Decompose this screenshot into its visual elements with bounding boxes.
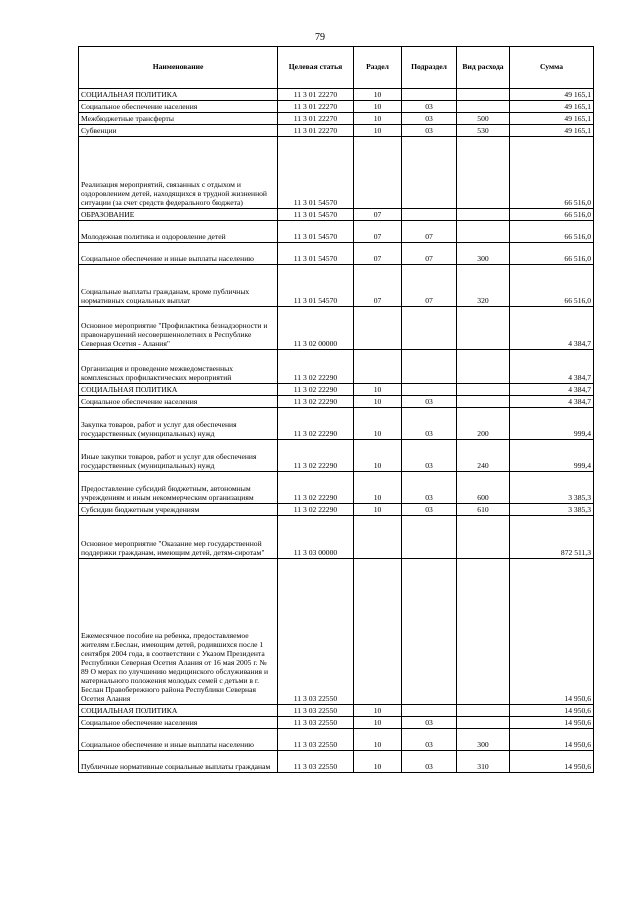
row-name: Организация и проведение межведомственных комплексных профилактических мероприятий [79,350,278,384]
row-section: 10 [354,751,402,773]
row-section [354,350,402,384]
row-expense-type: 200 [457,408,510,440]
row-expense-type [457,137,510,209]
row-section: 10 [354,408,402,440]
row-target-code: 11 3 03 22550 [278,705,354,717]
row-subsection [402,307,457,350]
row-subsection [402,209,457,221]
row-sum: 872 511,3 [510,516,594,559]
row-target-code: 11 3 02 22290 [278,350,354,384]
row-expense-type: 320 [457,265,510,307]
row-target-code: 11 3 03 22550 [278,751,354,773]
row-subsection [402,137,457,209]
row-sum: 66 516,0 [510,137,594,209]
row-name: СОЦИАЛЬНАЯ ПОЛИТИКА [79,384,278,396]
row-expense-type: 610 [457,504,510,516]
row-name: Социальное обеспечение населения [79,101,278,113]
table-row [79,751,594,773]
row-name: Основное мероприятие "Оказание мер государственной поддержки гражданам, имеющим детей, детям-сиротам" [79,516,278,559]
table-row [79,209,594,221]
table-header-row [79,47,594,89]
row-name: Иные закупки товаров, работ и услуг для обеспечения государственных (муниципальных) нужд [79,440,278,472]
row-subsection [402,705,457,717]
row-expense-type [457,221,510,243]
row-subsection: 07 [402,221,457,243]
row-sum: 14 950,6 [510,717,594,729]
row-expense-type [457,396,510,408]
row-expense-type: 300 [457,729,510,751]
header-section: Раздел [354,47,402,89]
table-row [79,221,594,243]
row-target-code: 11 3 02 22290 [278,440,354,472]
row-subsection: 03 [402,101,457,113]
row-sum: 4 384,7 [510,307,594,350]
row-expense-type [457,516,510,559]
row-sum: 49 165,1 [510,101,594,113]
row-expense-type [457,101,510,113]
row-target-code: 11 3 01 54570 [278,265,354,307]
row-target-code: 11 3 01 22270 [278,125,354,137]
row-name: СОЦИАЛЬНАЯ ПОЛИТИКА [79,705,278,717]
row-sum: 66 516,0 [510,243,594,265]
row-name: Социальное обеспечение населения [79,396,278,408]
table-row [79,384,594,396]
table-row [79,89,594,101]
row-target-code: 11 3 02 00000 [278,307,354,350]
page-number: 79 [315,32,325,43]
row-section: 10 [354,396,402,408]
table-row [79,265,594,307]
row-expense-type [457,384,510,396]
row-subsection: 03 [402,504,457,516]
row-sum: 49 165,1 [510,113,594,125]
row-name: Предоставление субсидий бюджетным, автономным учреждениям и иным некоммерческим организациям [79,472,278,504]
row-sum: 66 516,0 [510,221,594,243]
header-expense-type: Вид расхода [457,47,510,89]
row-target-code: 11 3 03 00000 [278,516,354,559]
row-name: Публичные нормативные социальные выплаты гражданам [79,751,278,773]
table-row [79,717,594,729]
row-target-code: 11 3 01 54570 [278,221,354,243]
row-expense-type [457,350,510,384]
row-section: 10 [354,440,402,472]
row-section: 10 [354,384,402,396]
table-row [79,396,594,408]
header-sum: Сумма [510,47,594,89]
row-target-code: 11 3 02 22290 [278,396,354,408]
row-section [354,516,402,559]
row-subsection: 03 [402,440,457,472]
row-subsection [402,89,457,101]
row-section [354,559,402,705]
row-expense-type [457,307,510,350]
row-name: Социальное обеспечение и иные выплаты населению [79,729,278,751]
row-name: Реализация мероприятий, связанных с отдыхом и оздоровлением детей, находящихся в трудной жизненной ситуации (за счет средств федерального бюджета) [79,137,278,209]
row-target-code: 11 3 02 22290 [278,408,354,440]
row-sum: 4 384,7 [510,350,594,384]
table-row [79,307,594,350]
table-row [79,472,594,504]
row-subsection [402,384,457,396]
row-section: 07 [354,221,402,243]
row-sum: 14 950,6 [510,751,594,773]
row-sum: 66 516,0 [510,209,594,221]
row-sum: 4 384,7 [510,384,594,396]
row-target-code: 11 3 01 54570 [278,243,354,265]
row-expense-type [457,559,510,705]
row-subsection: 03 [402,408,457,440]
row-section: 10 [354,113,402,125]
row-subsection: 03 [402,717,457,729]
row-name: Субсидии бюджетным учреждениям [79,504,278,516]
row-target-code: 11 3 01 22270 [278,101,354,113]
table-row [79,729,594,751]
row-expense-type: 310 [457,751,510,773]
row-section: 07 [354,209,402,221]
row-target-code: 11 3 02 22290 [278,384,354,396]
row-section [354,137,402,209]
row-expense-type: 240 [457,440,510,472]
row-name: Социальные выплаты гражданам, кроме публичных нормативных социальных выплат [79,265,278,307]
row-section: 10 [354,101,402,113]
header-name: Наименование [79,47,278,89]
row-section: 10 [354,717,402,729]
row-subsection [402,350,457,384]
row-subsection: 07 [402,265,457,307]
row-sum: 3 385,3 [510,472,594,504]
row-expense-type: 500 [457,113,510,125]
row-expense-type: 530 [457,125,510,137]
row-expense-type [457,209,510,221]
row-target-code: 11 3 03 22550 [278,559,354,705]
row-subsection [402,559,457,705]
table-row [79,137,594,209]
row-subsection: 03 [402,729,457,751]
row-section: 10 [354,89,402,101]
table-row [79,243,594,265]
row-subsection [402,516,457,559]
row-section: 10 [354,472,402,504]
row-target-code: 11 3 01 22270 [278,113,354,125]
header-code: Целевая статья [278,47,354,89]
row-subsection: 03 [402,472,457,504]
table-row [79,440,594,472]
row-name: Социальное обеспечение и иные выплаты населению [79,243,278,265]
row-section [354,307,402,350]
row-name: ОБРАЗОВАНИЕ [79,209,278,221]
row-expense-type: 300 [457,243,510,265]
table-row [79,408,594,440]
row-sum: 4 384,7 [510,396,594,408]
table-row [79,101,594,113]
row-target-code: 11 3 03 22550 [278,717,354,729]
row-sum: 999,4 [510,408,594,440]
row-subsection: 03 [402,125,457,137]
row-expense-type [457,717,510,729]
row-target-code: 11 3 01 54570 [278,209,354,221]
row-sum: 999,4 [510,440,594,472]
row-name: Социальное обеспечение населения [79,717,278,729]
table-row [79,516,594,559]
row-name: Субвенции [79,125,278,137]
row-sum: 3 385,3 [510,504,594,516]
row-target-code: 11 3 01 54570 [278,137,354,209]
row-target-code: 11 3 01 22270 [278,89,354,101]
row-section: 10 [354,729,402,751]
row-section: 10 [354,125,402,137]
row-subsection: 03 [402,396,457,408]
row-sum: 66 516,0 [510,265,594,307]
row-subsection: 07 [402,243,457,265]
row-name: Молодежная политика и оздоровление детей [79,221,278,243]
row-name: СОЦИАЛЬНАЯ ПОЛИТИКА [79,89,278,101]
row-name: Закупка товаров, работ и услуг для обеспечения государственных (муниципальных) нужд [79,408,278,440]
row-target-code: 11 3 02 22290 [278,504,354,516]
row-sum: 14 950,6 [510,705,594,717]
row-subsection: 03 [402,751,457,773]
row-section: 10 [354,705,402,717]
row-expense-type [457,89,510,101]
row-section: 07 [354,243,402,265]
row-subsection: 03 [402,113,457,125]
table-row [79,350,594,384]
table-row [79,559,594,705]
row-sum: 49 165,1 [510,89,594,101]
row-target-code: 11 3 02 22290 [278,472,354,504]
table-row [79,113,594,125]
row-section: 07 [354,265,402,307]
table-row [79,705,594,717]
table-row [79,504,594,516]
row-sum: 14 950,6 [510,559,594,705]
row-expense-type: 600 [457,472,510,504]
row-sum: 49 165,1 [510,125,594,137]
header-subsection: Подраздел [402,47,457,89]
row-target-code: 11 3 03 22550 [278,729,354,751]
row-name: Ежемесячное пособие на ребенка, предоставляемое жителям г.Беслан, имеющим детей, родившихся после 1 сентября 2004 года, в соответствии с Указом Президента Республики Северная Осетия Алания от 16 мая 2005 г. № 89 О мерах по улучшению медицинского обслуживания и материального положения молодых семей с детьми в г. Беслан Правобережного района Республики Северная Осетия Алания [79,559,278,705]
table-row [79,125,594,137]
budget-table [78,46,594,773]
row-name: Основное мероприятие "Профилактика безнадзорности и правонарушений несовершеннолетних в Республике Северная Осетия - Алания" [79,307,278,350]
row-sum: 14 950,6 [510,729,594,751]
row-section: 10 [354,504,402,516]
row-expense-type [457,705,510,717]
row-name: Межбюджетные трансферты [79,113,278,125]
